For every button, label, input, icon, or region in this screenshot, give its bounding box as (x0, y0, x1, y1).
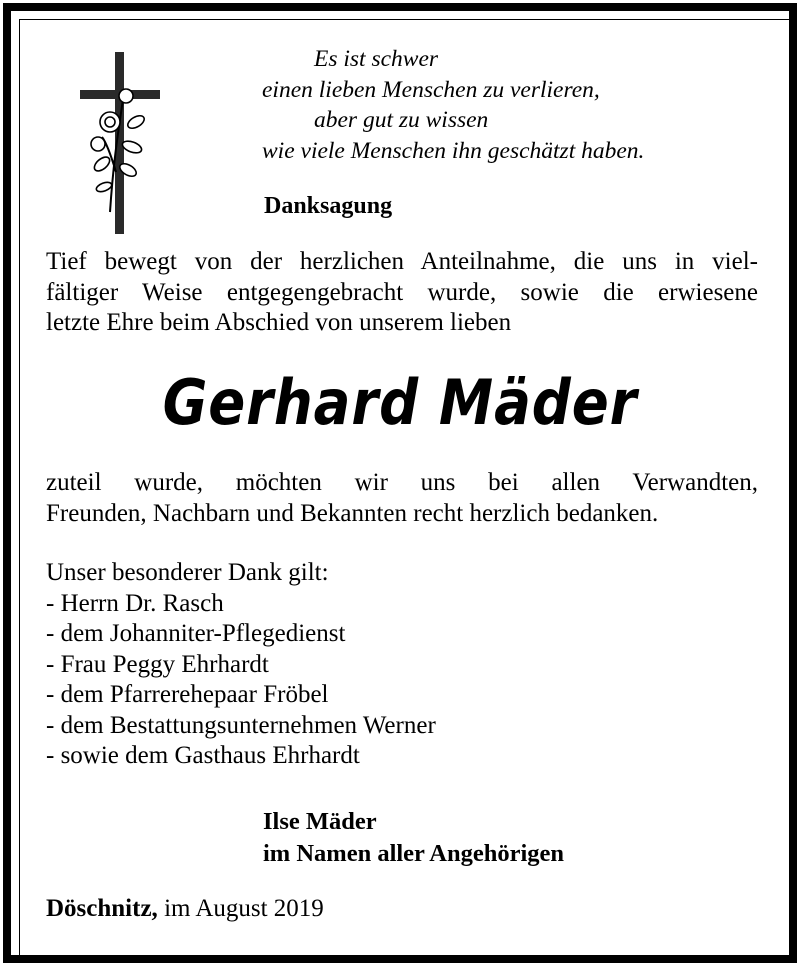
date: im August 2019 (157, 895, 324, 922)
paragraph-line: fältiger Weise entgegengebracht wurde, sowie die erwiesene (46, 278, 758, 306)
special-thanks-list (46, 558, 436, 772)
special-thanks-intro: Unser besonderer Dank gilt: (46, 559, 329, 586)
list-item: - dem Pfarrerehepaar Fröbel (46, 681, 329, 708)
poem-line: aber gut zu wissen (314, 107, 489, 133)
poem-line: wie viele Menschen ihn geschätzt haben. (262, 137, 645, 164)
paragraph-line: Tief bewegt von der herzlichen Anteilnahme, die uns in viel- (46, 248, 758, 275)
heading: Danksagung (264, 193, 393, 219)
deceased-name: Gerhard Mäder (162, 366, 638, 439)
list-item: - Frau Peggy Ehrhardt (46, 650, 269, 678)
cross-with-rose-icon (80, 52, 162, 234)
poem-line: einen lieben Menschen zu verlieren, (262, 76, 600, 103)
paragraph-line: letzte Ehre beim Abschied von unserem lieben (46, 309, 512, 336)
signature-line: im Namen aller Angehörigen (263, 840, 565, 867)
list-item: - sowie dem Gasthaus Ehrhardt (46, 742, 360, 769)
list-item: - dem Bestattungsunternehmen Werner (46, 711, 436, 739)
signature (263, 806, 564, 870)
paragraph-line: zuteil wurde, möchten wir uns bei allen Verwandten, (46, 469, 758, 496)
paragraph-intro (46, 247, 758, 339)
signature-name: Ilse Mäder (263, 808, 377, 835)
poem-line: Es ist schwer (314, 46, 439, 72)
poem (262, 44, 644, 166)
place-date (46, 895, 324, 923)
list-item: - dem Johanniter-Pflegedienst (46, 620, 346, 647)
place: Döschnitz, (46, 895, 158, 922)
paragraph-line: Freunden, Nachbarn und Bekannten recht herzlich bedanken. (46, 499, 659, 527)
list-item: - Herrn Dr. Rasch (46, 589, 224, 617)
paragraph-thanks (46, 468, 758, 529)
